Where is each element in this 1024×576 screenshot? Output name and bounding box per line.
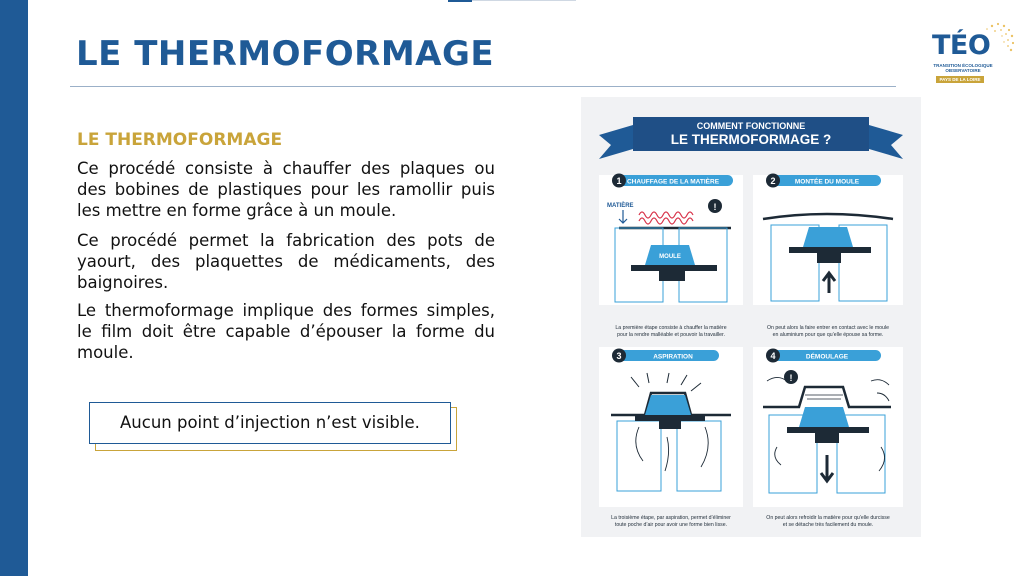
svg-text:DÉMOULAGE: DÉMOULAGE [805,353,849,361]
logo-subtitle: TRANSITION ÉCOLOGIQUE OBSERVATOIRE [933,63,993,73]
svg-text:!: ! [713,202,717,212]
caption-step-4-line1: On peut alors refroidir la matière pour qu’elle durcisse [766,515,890,521]
section-heading: LE THERMOFORMAGE [77,130,283,150]
svg-text:2: 2 [770,176,776,186]
svg-text:MATIÈRE: MATIÈRE [607,203,634,209]
caption-step-1-line2: pour la rendre malléable et pouvoir la travailler. [617,332,725,338]
note-text: Aucun point d’injection n’est visible. [120,413,420,432]
top-indicator [448,0,472,2]
svg-text:4: 4 [770,351,776,361]
banner-line2: LE THERMOFORMAGE ? [670,132,832,147]
caption-step-3-line1: La troisième étape, par aspiration, permet d’éliminer [611,515,731,521]
thermoforming-infographic [581,97,921,537]
svg-text:MOULE: MOULE [659,254,681,260]
svg-text:!: ! [789,373,793,383]
step-header-3 [612,349,719,363]
title-divider [70,86,896,87]
paragraph-process: Ce procédé consiste à chauffer des plaques ou des bobines de plastiques pour les ramollir puis les mettre en forme grâce à un moule. [77,159,495,220]
logo-wordmark: TÉO [932,30,991,61]
step-header-1 [612,174,733,188]
caption-step-4-line2: et se détache très facilement du moule. [782,522,874,528]
paragraph-constraints: Le thermoformage implique des formes simples, le film doit être capable d’épouser la forme du moule. [77,301,495,362]
caption-step-2-line2: en aluminium pour que qu’elle épouse sa forme. [772,332,884,338]
step-header-4 [766,349,881,363]
paragraph-applications: Ce procédé permet la fabrication des pots de yaourt, des plaquettes de médicaments, des baignoires. [77,231,495,292]
banner-line1: COMMENT FONCTIONNE [696,121,806,131]
left-accent-bar [0,0,28,576]
svg-text:3: 3 [616,351,622,361]
top-indicator-track [472,0,576,1]
svg-text:1: 1 [616,176,622,186]
caption-step-1-line1: La première étape consiste à chauffer la matière [615,325,727,331]
page-title: LE THERMOFORMAGE [76,34,495,74]
logo-region-badge: PAYS DE LA LOIRE [936,76,984,83]
caption-step-3-line2: toute poche d’air pour avoir une forme bien lisse. [614,522,728,528]
svg-text:ASPIRATION: ASPIRATION [653,353,693,361]
panel-1 [599,175,743,305]
caption-step-2-line1: On peut alors la faire entrer en contact avec le moule [767,325,889,331]
step-header-2 [766,174,881,188]
svg-text:CHAUFFAGE DE LA MATIÈRE: CHAUFFAGE DE LA MATIÈRE [626,178,720,186]
svg-text:MONTÉE DU MOULE: MONTÉE DU MOULE [794,178,860,186]
